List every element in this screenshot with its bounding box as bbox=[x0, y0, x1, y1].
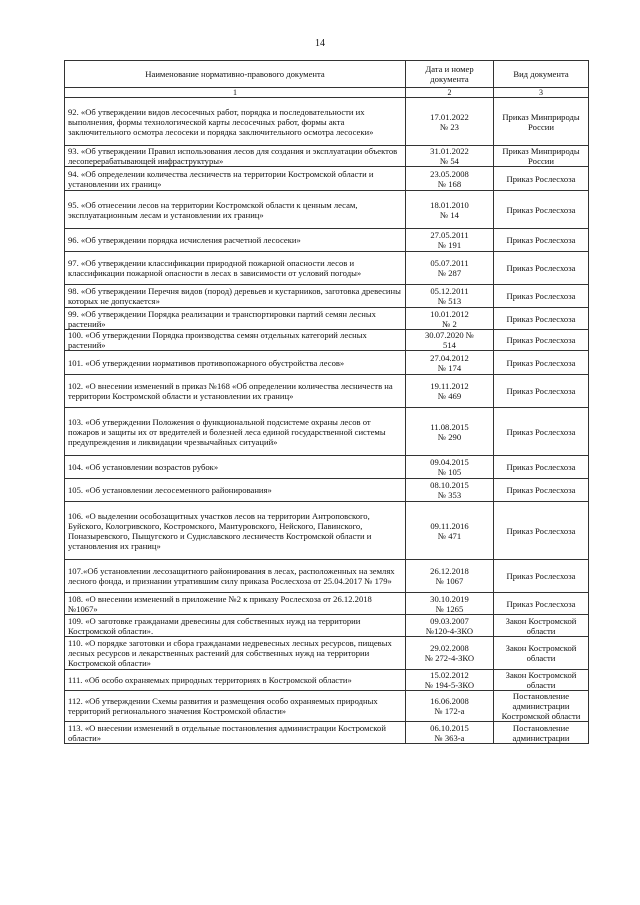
document-kind-cell: Приказ Рослесхоза bbox=[494, 456, 589, 479]
document-kind-cell: Приказ Рослесхоза bbox=[494, 285, 589, 308]
document-kind-cell: Приказ Рослесхоза bbox=[494, 191, 589, 229]
document-date-cell: 05.07.2011 № 287 bbox=[406, 252, 494, 285]
document-date-cell: 30.10.2019 № 1265 bbox=[406, 593, 494, 615]
document-kind-cell: Приказ Рослесхоза bbox=[494, 593, 589, 615]
document-name-cell: 93. «Об утверждении Правил использования лесов для создания и эксплуатации объектов лесоперерабатывающей инфраструктуры» bbox=[65, 146, 406, 167]
table-row bbox=[65, 722, 589, 744]
document-date-cell: 15.02.2012 № 194-5-ЗКО bbox=[406, 670, 494, 691]
document-name-cell: 103. «Об утверждении Положения о функциональной подсистеме охраны лесов от пожаров и защиты их от вредителей и болезней леса единой государственной системы предупреждения и ликвидации чрезвычайных ситуаций» bbox=[65, 408, 406, 456]
document-date-cell: 16.06.2008 № 172-а bbox=[406, 691, 494, 722]
table-row bbox=[65, 456, 589, 479]
document-name-cell: 105. «Об установлении лесосеменного районирования» bbox=[65, 479, 406, 502]
column-number-2: 2 bbox=[406, 88, 494, 98]
document-name-cell: 94. «Об определении количества лесничеств на территории Костромской области и установлении их границ» bbox=[65, 167, 406, 191]
document-kind-cell: Приказ Рослесхоза bbox=[494, 351, 589, 375]
column-header-kind: Вид документа bbox=[494, 61, 589, 88]
document-date-cell: 19.11.2012 № 469 bbox=[406, 375, 494, 408]
table-row bbox=[65, 408, 589, 456]
document-kind-cell: Приказ Рослесхоза bbox=[494, 560, 589, 593]
table-row bbox=[65, 560, 589, 593]
table-row bbox=[65, 691, 589, 722]
document-name-cell: 97. «Об утверждении классификации природной пожарной опасности лесов и классификации пожарной опасности в лесах в зависимости от условий погоды» bbox=[65, 252, 406, 285]
document-name-cell: 112. «Об утверждении Схемы развития и размещения особо охраняемых природных территорий регионального значения Костромской области» bbox=[65, 691, 406, 722]
document-date-cell: 27.04.2012 № 174 bbox=[406, 351, 494, 375]
document-date-cell: 06.10.2015 № 363-а bbox=[406, 722, 494, 744]
table-row bbox=[65, 285, 589, 308]
document-kind-cell: Приказ Минприроды России bbox=[494, 98, 589, 146]
document-kind-cell: Приказ Рослесхоза bbox=[494, 167, 589, 191]
column-header-name: Наименование нормативно-правового документа bbox=[65, 61, 406, 88]
document-date-cell: 29.02.2008 № 272-4-ЗКО bbox=[406, 637, 494, 670]
table-row bbox=[65, 229, 589, 252]
document-date-cell: 09.04.2015 № 105 bbox=[406, 456, 494, 479]
document-name-cell: 107.«Об установлении лесозащитного районирования в лесах, расположенных на землях лесного фонда, и признании утратившим силу приказа Рослесхоза от 25.04.2017 № 179» bbox=[65, 560, 406, 593]
table-row bbox=[65, 252, 589, 285]
table-row bbox=[65, 146, 589, 167]
document-kind-cell: Постановление администрации bbox=[494, 722, 589, 744]
document-kind-cell: Приказ Рослесхоза bbox=[494, 502, 589, 560]
document-name-cell: 111. «Об особо охраняемых природных территориях в Костромской области» bbox=[65, 670, 406, 691]
document-kind-cell: Приказ Рослесхоза bbox=[494, 408, 589, 456]
document-name-cell: 100. «Об утверждении Порядка производства семян отдельных категорий лесных растений» bbox=[65, 330, 406, 351]
document-name-cell: 113. «О внесении изменений в отдельные постановления администрации Костромской области» bbox=[65, 722, 406, 744]
column-number-row bbox=[65, 88, 589, 98]
table-row bbox=[65, 98, 589, 146]
table-row bbox=[65, 375, 589, 408]
document-date-cell: 30.07.2020 № 514 bbox=[406, 330, 494, 351]
table-row bbox=[65, 167, 589, 191]
document-date-cell: 23.05.2008 № 168 bbox=[406, 167, 494, 191]
document-name-cell: 109. «О заготовке гражданами древесины для собственных нужд на территории Костромской области». bbox=[65, 615, 406, 637]
document-name-cell: 101. «Об утверждении нормативов противопожарного обустройства лесов» bbox=[65, 351, 406, 375]
document-kind-cell: Приказ Минприроды России bbox=[494, 146, 589, 167]
document-name-cell: 102. «О внесении изменений в приказ №168 «Об определении количества лесничеств на территории Костромской области и установлении их границ» bbox=[65, 375, 406, 408]
document-date-cell: 08.10.2015 № 353 bbox=[406, 479, 494, 502]
table-header-row bbox=[65, 61, 589, 88]
table-row bbox=[65, 479, 589, 502]
document-date-cell: 05.12.2011 № 513 bbox=[406, 285, 494, 308]
document-kind-cell: Закон Костромской области bbox=[494, 615, 589, 637]
document-name-cell: 96. «Об утверждении порядка исчисления расчетной лесосеки» bbox=[65, 229, 406, 252]
document-kind-cell: Закон Костромской области bbox=[494, 637, 589, 670]
table-row bbox=[65, 670, 589, 691]
table-row bbox=[65, 637, 589, 670]
document-date-cell: 11.08.2015 № 290 bbox=[406, 408, 494, 456]
document-kind-cell: Закон Костромской области bbox=[494, 670, 589, 691]
document-date-cell: 17.01.2022 № 23 bbox=[406, 98, 494, 146]
column-number-1: 1 bbox=[65, 88, 406, 98]
document-name-cell: 110. «О порядке заготовки и сбора гражданами недревесных лесных ресурсов, пищевых лесных ресурсов и лекарственных растений для собственных нужд на территории Костромской области» bbox=[65, 637, 406, 670]
document-kind-cell: Постановление администрации Костромской области bbox=[494, 691, 589, 722]
document-date-cell: 31.01.2022 № 54 bbox=[406, 146, 494, 167]
document-date-cell: 18.01.2010 № 14 bbox=[406, 191, 494, 229]
document-name-cell: 98. «Об утверждении Перечня видов (пород) деревьев и кустарников, заготовка древесины которых не допускается» bbox=[65, 285, 406, 308]
document-kind-cell: Приказ Рослесхоза bbox=[494, 229, 589, 252]
table-row bbox=[65, 191, 589, 229]
document-name-cell: 104. «Об установлении возрастов рубок» bbox=[65, 456, 406, 479]
document-date-cell: 09.03.2007 №120-4-ЗКО bbox=[406, 615, 494, 637]
column-number-3: 3 bbox=[494, 88, 589, 98]
document-name-cell: 92. «Об утверждении видов лесосечных работ, порядка и последовательности их выполнения, формы технологической карты лесосечных работ, формы акта заключительного осмотра лесосеки и порядка заключительного осмотра лесосеки» bbox=[65, 98, 406, 146]
document-kind-cell: Приказ Рослесхоза bbox=[494, 479, 589, 502]
document-date-cell: 26.12.2018 № 1067 bbox=[406, 560, 494, 593]
document-name-cell: 95. «Об отнесении лесов на территории Костромской области к ценным лесам, эксплуатационным лесам и установлении их границ» bbox=[65, 191, 406, 229]
document-name-cell: 99. «Об утверждении Порядка реализации и транспортировки партий семян лесных растений» bbox=[65, 308, 406, 330]
table-row bbox=[65, 615, 589, 637]
legal-documents-table bbox=[64, 60, 589, 744]
document-name-cell: 108. «О внесении изменений в приложение №2 к приказу Рослесхоза от 26.12.2018 №1067» bbox=[65, 593, 406, 615]
document-kind-cell: Приказ Рослесхоза bbox=[494, 330, 589, 351]
document-kind-cell: Приказ Рослесхоза bbox=[494, 252, 589, 285]
page-number: 14 bbox=[315, 38, 325, 49]
document-date-cell: 27.05.2011 № 191 bbox=[406, 229, 494, 252]
table-row bbox=[65, 502, 589, 560]
document-kind-cell: Приказ Рослесхоза bbox=[494, 308, 589, 330]
table-row bbox=[65, 351, 589, 375]
table-row bbox=[65, 330, 589, 351]
column-header-date: Дата и номер документа bbox=[406, 61, 494, 88]
document-kind-cell: Приказ Рослесхоза bbox=[494, 375, 589, 408]
document-date-cell: 09.11.2016 № 471 bbox=[406, 502, 494, 560]
table-row bbox=[65, 593, 589, 615]
document-name-cell: 106. «О выделении особозащитных участков лесов на территории Антроповского, Буйского, Кологривского, Костромского, Мантуровского, Нейского, Павинского, Поназыревского, Пыщугского и Судиславского лесничеств Костромской области и установления их границ» bbox=[65, 502, 406, 560]
table-row bbox=[65, 308, 589, 330]
document-date-cell: 10.01.2012 № 2 bbox=[406, 308, 494, 330]
